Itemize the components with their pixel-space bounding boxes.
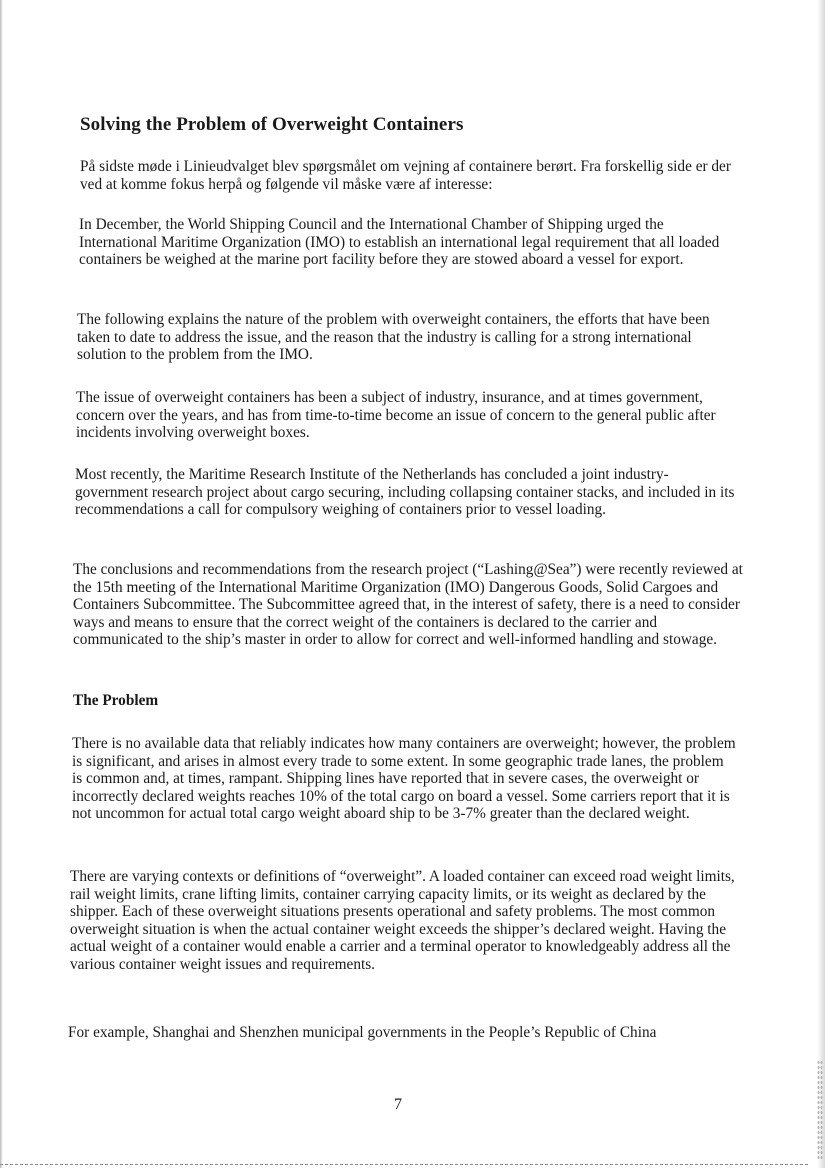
paragraph-china-example: For example, Shanghai and Shenzhen municipal governments in the People’s Republic of China [68, 1024, 657, 1041]
scan-noise [817, 1060, 823, 1160]
page-title: Solving the Problem of Overweight Containers [80, 114, 464, 135]
paragraph-intro-danish: På sidste møde i Linieudvalget blev spørgsmålet om vejning af containere berørt. Fra forskellig side er der ved at komme fokus herpå og følgende vil måske være af interesse: [80, 158, 731, 193]
paragraph-december-request: In December, the World Shipping Council and the International Chamber of Shipping urged the International Maritime Organization (IMO) to establish an international legal requirement that all loaded containers be weighed at the marine port facility before they are stowed aboard a vessel for export. [79, 216, 720, 269]
scan-left-edge [0, 0, 3, 1168]
paragraph-marin-research: Most recently, the Maritime Research Institute of the Netherlands has concluded a joint industry-government research project about cargo securing, including collapsing container stacks, and included in its recommendations a call for compulsory weighing of containers prior to vessel loading. [75, 466, 735, 519]
section-heading-the-problem: The Problem [73, 692, 159, 709]
paragraph-explanation: The following explains the nature of the problem with overweight containers, the efforts that have been taken to date to address the issue, and the reason that the industry is calling for a strong international solution to the problem from the IMO. [77, 311, 710, 364]
scan-bottom-line [0, 1164, 810, 1165]
scan-right-edge [817, 0, 825, 1168]
paragraph-problem-scale: There is no available data that reliably indicates how many containers are overweight; however, the problem is significant, and arises in almost every trade to some extent. In some geographic trade lanes, the problem is common and, at times, rampant. Shipping lines have reported that in severe cases, the overweight or incorrectly declared weights reaches 10% of the total cargo on board a vessel. Some carriers report that it is not uncommon for actual total cargo weight aboard ship to be 3-7% greater than the declared weight. [72, 735, 736, 823]
paragraph-lashing-at-sea: The conclusions and recommendations from the research project (“Lashing@Sea”) were recently reviewed at the 15th meeting of the International Maritime Organization (IMO) Dangerous Goods, Solid Cargoes and Containers Subcommittee. The Subcommittee agreed that, in the interest of safety, there is a need to consider ways and means to ensure that the correct weight of the containers is declared to the carrier and communicated to the ship’s master in order to allow for correct and well-informed handling and stowage. [73, 561, 743, 649]
paragraph-issue-history: The issue of overweight containers has been a subject of industry, insurance, and at times government, concern over the years, and has from time-to-time become an issue of concern to the general public after incidents involving overweight boxes. [76, 389, 716, 442]
paragraph-overweight-definitions: There are varying contexts or definitions of “overweight”. A loaded container can exceed road weight limits, rail weight limits, crane lifting limits, container carrying capacity limits, or its weight as declared by the shipper. Each of these overweight situations presents operational and safety problems. The most common overweight situation is when the actual container weight exceeds the shipper’s declared weight. Having the actual weight of a container would enable a carrier and a terminal operator to knowledgeably address all the various container weight issues and requirements. [70, 868, 735, 973]
page-number: 7 [394, 1096, 402, 1113]
